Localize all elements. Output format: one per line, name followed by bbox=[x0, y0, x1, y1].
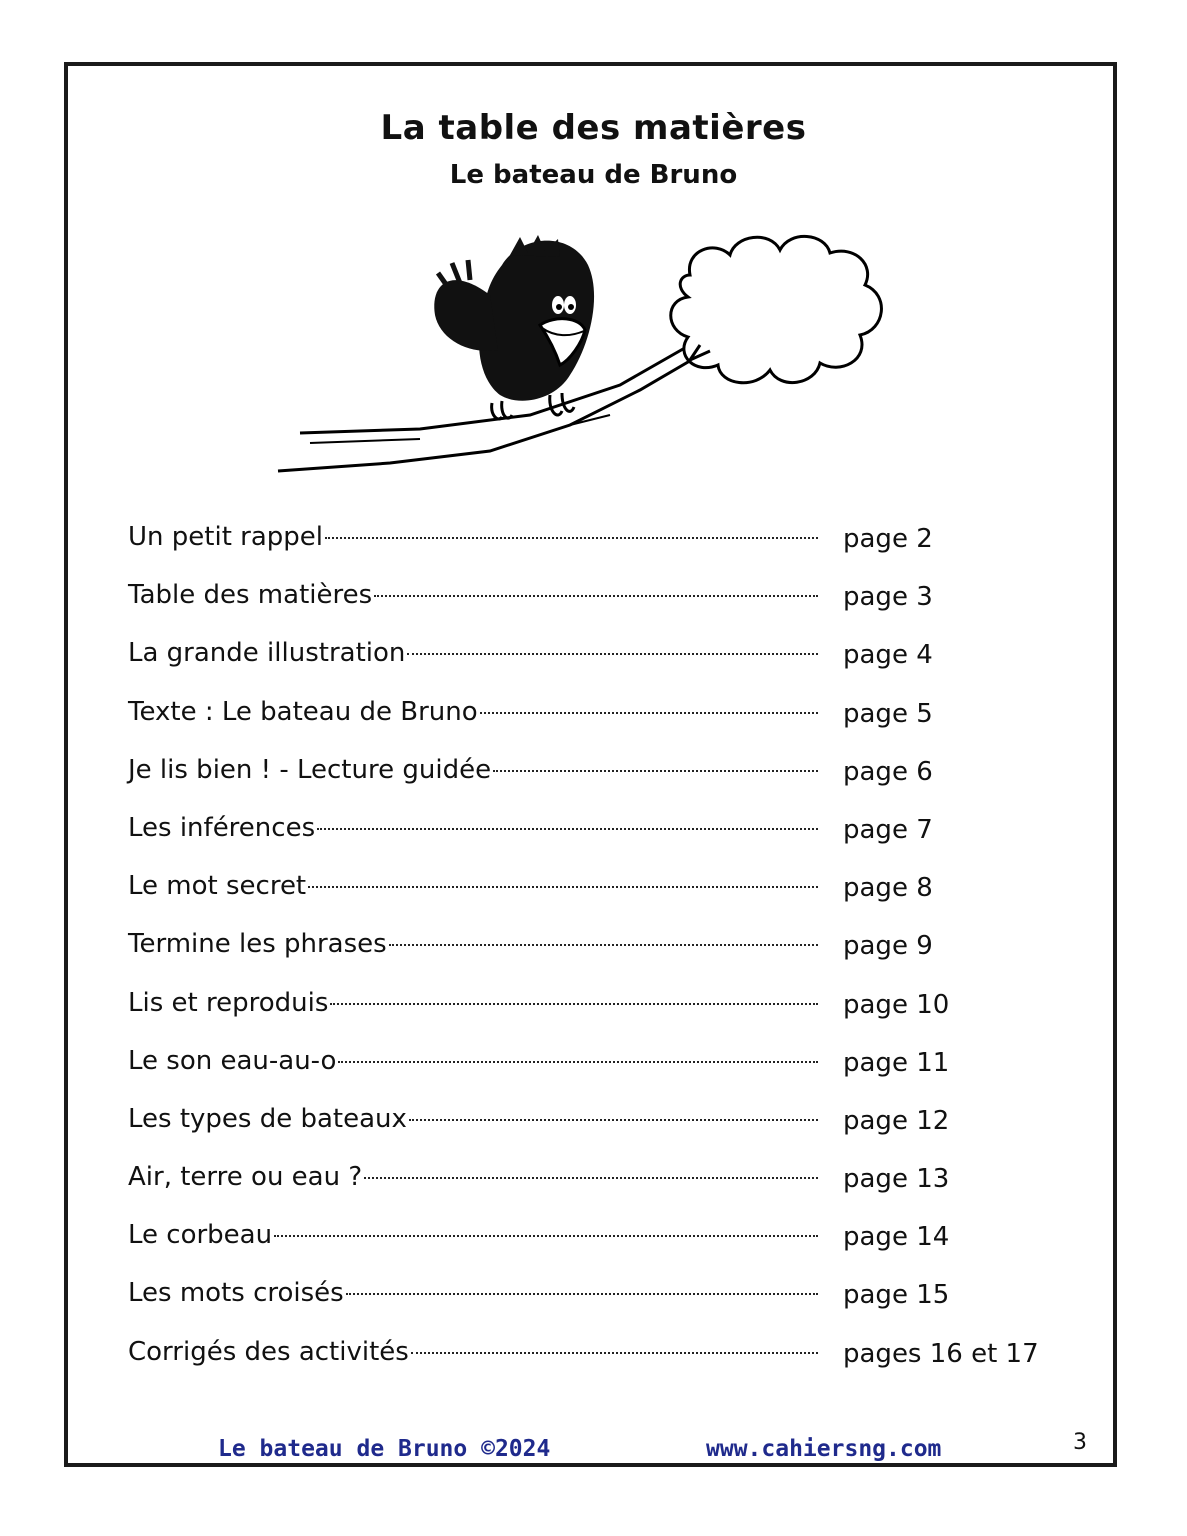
toc-label: Le son eau-au-o bbox=[128, 1045, 337, 1076]
toc-row[interactable] bbox=[128, 806, 1058, 864]
crow-on-branch-with-speech-bubble-icon bbox=[270, 225, 910, 480]
dot-leader bbox=[409, 1119, 818, 1121]
table-of-contents bbox=[128, 515, 1058, 1388]
toc-page: page 12 bbox=[843, 1105, 950, 1136]
page-number: 3 bbox=[1073, 1430, 1087, 1455]
dot-leader bbox=[411, 1352, 818, 1354]
toc-label: La grande illustration bbox=[128, 638, 406, 669]
toc-page: page 10 bbox=[843, 989, 950, 1020]
toc-page: page 7 bbox=[843, 814, 933, 845]
toc-row[interactable] bbox=[128, 1039, 1058, 1097]
toc-page: page 11 bbox=[843, 1047, 950, 1078]
dot-leader bbox=[407, 653, 818, 655]
toc-row[interactable] bbox=[128, 922, 1058, 980]
toc-label: Table des matières bbox=[128, 580, 373, 611]
toc-row[interactable] bbox=[128, 515, 1058, 573]
toc-row[interactable] bbox=[128, 1330, 1058, 1388]
toc-row[interactable] bbox=[128, 690, 1058, 748]
toc-label: Texte : Le bateau de Bruno bbox=[128, 696, 478, 727]
toc-label: Les mots croisés bbox=[128, 1278, 344, 1309]
toc-label: Je lis bien ! - Lecture guidée bbox=[128, 754, 492, 785]
toc-page: page 6 bbox=[843, 756, 933, 787]
dot-leader bbox=[493, 770, 818, 772]
toc-label: Un petit rappel bbox=[128, 522, 323, 552]
toc-row[interactable] bbox=[128, 631, 1058, 689]
dot-leader bbox=[346, 1293, 818, 1295]
toc-row[interactable] bbox=[128, 1155, 1058, 1213]
dot-leader bbox=[274, 1235, 818, 1237]
toc-row[interactable] bbox=[128, 1271, 1058, 1329]
dot-leader bbox=[308, 886, 818, 888]
page-title: La table des matières bbox=[380, 108, 807, 148]
toc-label: Lis et reproduis bbox=[128, 987, 329, 1018]
toc-page: page 5 bbox=[843, 698, 933, 729]
toc-page: page 4 bbox=[843, 640, 933, 671]
toc-row[interactable] bbox=[128, 1097, 1058, 1155]
toc-row[interactable] bbox=[128, 864, 1058, 922]
toc-label: Le mot secret bbox=[128, 871, 307, 902]
toc-label: Termine les phrases bbox=[128, 929, 387, 960]
dot-leader bbox=[389, 944, 818, 946]
footer-website-link[interactable]: www.cahiersng.com bbox=[706, 1436, 942, 1462]
toc-label: Corrigés des activités bbox=[128, 1336, 409, 1367]
dot-leader bbox=[364, 1177, 818, 1179]
dot-leader bbox=[325, 537, 818, 539]
toc-row[interactable] bbox=[128, 1213, 1058, 1271]
dot-leader bbox=[317, 828, 818, 830]
toc-page: page 14 bbox=[843, 1222, 950, 1253]
toc-label: Air, terre ou eau ? bbox=[128, 1162, 363, 1193]
toc-label: Le corbeau bbox=[128, 1220, 273, 1251]
dot-leader bbox=[330, 1003, 818, 1005]
footer-copyright: Le bateau de Bruno ©2024 bbox=[218, 1436, 551, 1462]
toc-label: Les types de bateaux bbox=[128, 1103, 407, 1134]
toc-row[interactable] bbox=[128, 981, 1058, 1039]
toc-row[interactable] bbox=[128, 748, 1058, 806]
dot-leader bbox=[338, 1061, 818, 1063]
toc-page: page 3 bbox=[843, 582, 933, 613]
toc-label: Les inférences bbox=[128, 812, 316, 843]
toc-row[interactable] bbox=[128, 573, 1058, 631]
toc-page: page 9 bbox=[843, 931, 933, 962]
toc-page: page 8 bbox=[843, 873, 933, 904]
dot-leader bbox=[374, 595, 818, 597]
page-subtitle: Le bateau de Bruno bbox=[449, 160, 738, 190]
toc-page: page 2 bbox=[843, 524, 933, 554]
dot-leader bbox=[480, 712, 818, 714]
toc-page: page 15 bbox=[843, 1280, 950, 1311]
toc-page: pages 16 et 17 bbox=[843, 1338, 1039, 1369]
toc-page: page 13 bbox=[843, 1164, 950, 1195]
